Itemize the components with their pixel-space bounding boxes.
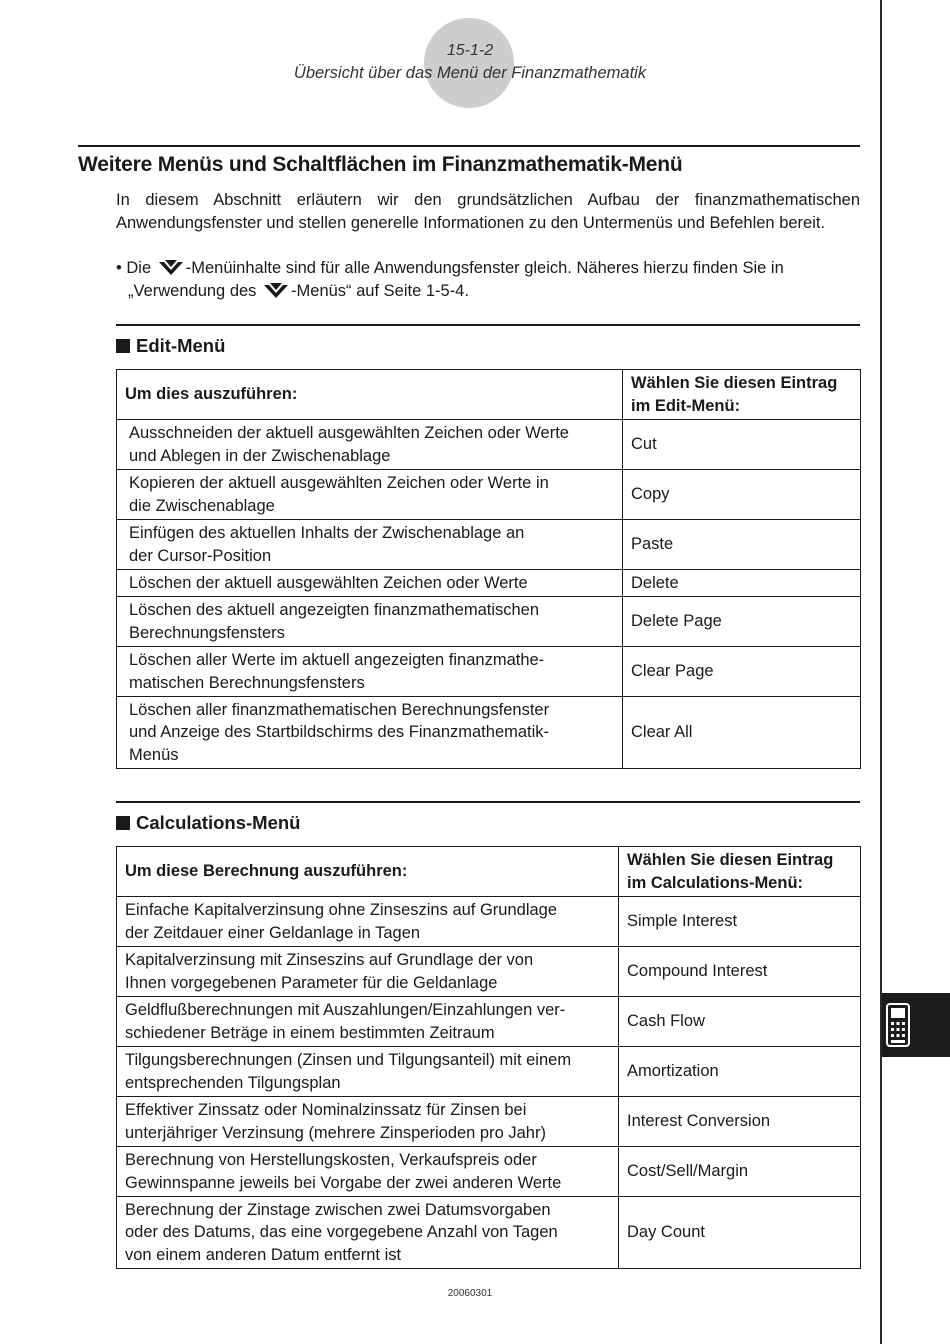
action-line: und Ablegen in der Zwischenablage (129, 446, 391, 465)
bullet-text-4: -Menüs“ auf Seite 1-5-4. (291, 281, 469, 300)
action-line: unterjähriger Verzinsung (mehrere Zinsperioden pro Jahr) (125, 1123, 546, 1142)
action-cell (117, 420, 623, 470)
header-circle (424, 18, 514, 108)
action-line: Berechnungsfensters (129, 623, 285, 642)
table-row (117, 947, 861, 997)
column-header-entry (619, 847, 861, 897)
entry-cell: Copy (623, 470, 861, 520)
table-row (117, 597, 861, 647)
action-line: Menüs (129, 745, 179, 764)
footer-code: 20060301 (447, 1288, 493, 1299)
table-header-row (117, 847, 861, 897)
entry-cell: Clear All (623, 697, 861, 769)
column-header-entry-line: im Edit-Menü: (631, 396, 741, 415)
wedge-menu-icon (158, 259, 184, 277)
bullet-text-1: Die (126, 259, 152, 277)
column-header-entry-line: im Calculations-Menü: (627, 873, 804, 892)
bullet-note (116, 257, 860, 302)
bullet-text-2: -Menüinhalte sind für alle Anwendungsfenster gleich. Näheres hierzu finden Sie in (185, 259, 784, 277)
square-bullet-icon (116, 339, 130, 353)
chapter-tab (882, 993, 950, 1057)
entry-cell: Cash Flow (619, 997, 861, 1047)
edit-section-rule (116, 324, 860, 326)
action-line: matischen Berechnungsfensters (129, 673, 365, 692)
table-row (117, 470, 861, 520)
table-row (117, 697, 861, 769)
edit-heading-text: Edit-Menü (136, 335, 226, 356)
action-line: Geldflußberechnungen mit Auszahlungen/Einzahlungen ver- (125, 1001, 566, 1019)
action-cell (117, 597, 623, 647)
calc-section-heading (116, 812, 300, 834)
action-line: Löschen aller finanzmathematischen Berechnungsfenster (129, 700, 550, 719)
action-line: Effektiver Zinssatz oder Nominalzinssatz für Zinsen bei (125, 1101, 527, 1119)
entry-cell: Cut (623, 420, 861, 470)
action-line: Kapitalverzinsung mit Zinseszins auf Grundlage der von (125, 951, 534, 969)
action-cell (117, 697, 623, 769)
action-cell (117, 997, 619, 1047)
action-cell (117, 1097, 619, 1147)
action-line: Tilgungsberechnungen (Zinsen und Tilgungsanteil) mit einem (125, 1051, 572, 1069)
intro-paragraph: In diesem Abschnitt erläutern wir den grundsätzlichen Aufbau der finanzmathematischen Anwendungsfenster und stellen generelle Informationen zu den Untermenüs und Befehlen bereit. (116, 191, 860, 232)
column-header-entry-line: Wählen Sie diesen Eintrag (627, 851, 834, 869)
table-row (117, 897, 861, 947)
action-cell (117, 470, 623, 520)
action-cell (117, 570, 623, 597)
main-heading: Weitere Menüs und Schaltflächen im Finanzmathematik-Menü (78, 153, 683, 176)
bullet-text-3: „Verwendung des (128, 281, 257, 300)
column-header-action: Um dies auszuführen: (117, 370, 623, 420)
entry-cell: Compound Interest (619, 947, 861, 997)
table-row (117, 520, 861, 570)
action-line: Kopieren der aktuell ausgewählten Zeichen oder Werte in (129, 474, 549, 492)
action-line: die Zwischenablage (129, 496, 275, 515)
action-line: von einem anderen Datum entfernt ist (125, 1245, 402, 1264)
calculations-menu-table (116, 846, 861, 1269)
calc-section-rule (116, 801, 860, 803)
title-rule (78, 145, 860, 147)
action-line: Löschen aller Werte im aktuell angezeigten finanzmathe- (129, 651, 545, 669)
action-line: Einfügen des aktuellen Inhalts der Zwischenablage an (129, 524, 525, 542)
entry-cell: Interest Conversion (619, 1097, 861, 1147)
action-line: Gewinnspanne jeweils bei Vorgabe der zwei anderen Werte (125, 1173, 562, 1192)
action-line: der Cursor-Position (129, 546, 272, 565)
action-line: Berechnung der Zinstage zwischen zwei Datumsvorgaben (125, 1200, 551, 1219)
action-line: schiedener Beträge in einem bestimmten Zeitraum (125, 1023, 495, 1042)
entry-cell: Cost/Sell/Margin (619, 1147, 861, 1197)
entry-cell: Delete Page (623, 597, 861, 647)
entry-cell: Clear Page (623, 647, 861, 697)
action-line: der Zeitdauer einer Geldanlage in Tagen (125, 923, 421, 942)
action-cell (117, 647, 623, 697)
entry-cell: Day Count (619, 1197, 861, 1269)
table-row (117, 1197, 861, 1269)
table-row (117, 997, 861, 1047)
action-line: Berechnung von Herstellungskosten, Verkaufspreis oder (125, 1151, 537, 1169)
calculator-icon (886, 1003, 910, 1047)
action-line: Ihnen vorgegebenen Parameter für die Geldanlage (125, 973, 498, 992)
column-header-entry (623, 370, 861, 420)
action-cell (117, 1047, 619, 1097)
action-cell (117, 897, 619, 947)
page-number: 15-1-2 (446, 42, 494, 59)
page-edge-line (880, 0, 882, 1344)
edit-section-heading (116, 335, 225, 357)
entry-cell: Amortization (619, 1047, 861, 1097)
action-cell (117, 1147, 619, 1197)
table-row (117, 1097, 861, 1147)
square-bullet-icon (116, 816, 130, 830)
action-cell (117, 520, 623, 570)
table-row (117, 1047, 861, 1097)
column-header-action: Um diese Berechnung auszuführen: (117, 847, 619, 897)
edit-menu-table (116, 369, 861, 769)
action-line: und Anzeige des Startbildschirms des Finanzmathematik- (129, 723, 550, 742)
calc-heading-text: Calculations-Menü (136, 812, 301, 833)
entry-cell: Paste (623, 520, 861, 570)
table-row (117, 570, 861, 597)
table-header-row (117, 370, 861, 420)
action-line: Löschen der aktuell ausgewählten Zeichen oder Werte (129, 573, 528, 592)
action-cell (117, 947, 619, 997)
table-row (117, 420, 861, 470)
action-cell (117, 1197, 619, 1269)
action-line: Einfache Kapitalverzinsung ohne Zinseszins auf Grundlage (125, 901, 558, 919)
wedge-menu-icon (263, 282, 289, 300)
action-line: entsprechenden Tilgungsplan (125, 1073, 341, 1092)
column-header-entry-line: Wählen Sie diesen Eintrag (631, 374, 838, 392)
action-line: Löschen des aktuell angezeigten finanzmathematischen (129, 601, 540, 619)
entry-cell: Delete (623, 570, 861, 597)
action-line: oder des Datums, das eine vorgegebene Anzahl von Tagen (125, 1223, 558, 1242)
table-row (117, 647, 861, 697)
bullet-line-2 (116, 280, 860, 303)
bullet-marker: • (116, 259, 122, 277)
page-subtitle: Übersicht über das Menü der Finanzmathematik (293, 64, 647, 82)
action-line: Ausschneiden der aktuell ausgewählten Zeichen oder Werte (129, 424, 569, 442)
table-row (117, 1147, 861, 1197)
entry-cell: Simple Interest (619, 897, 861, 947)
